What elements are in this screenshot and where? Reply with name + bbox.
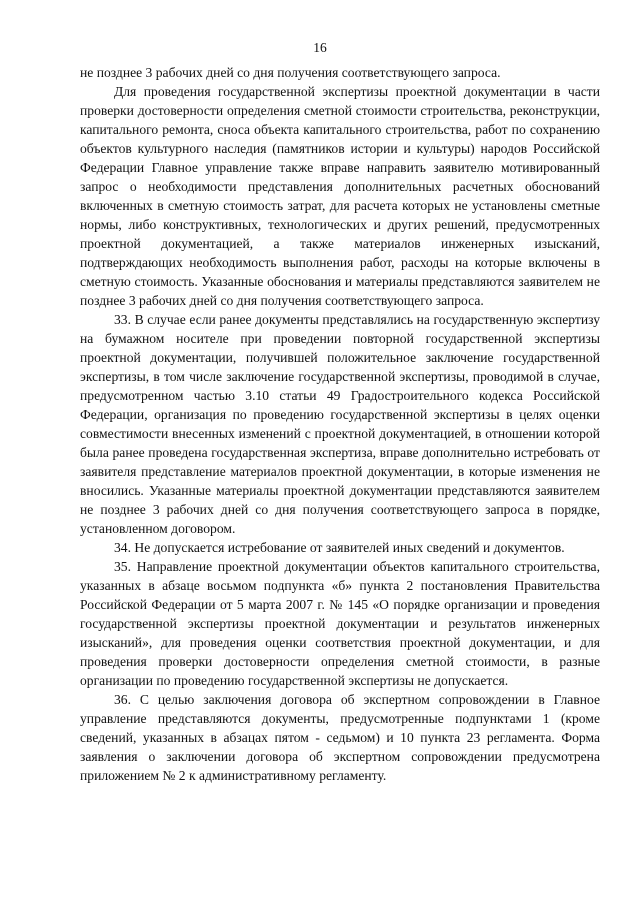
paragraph-item-33: 33. В случае если ранее документы представлялись на государственную экспертизу на бумажном носителе при проведении повторной государственной экспертизы проектной документации, получившей положительное заключение государственной экспертизы, в том числе заключение государственной экспертизы, проводимой в случае, предусмотренном частью 3.10 статьи 49 Градостроительного кодекса Российской Федерации, организация по проведению государственной экспертизы в целях оценки совместимости внесенных изменений с проектной документацией, в отношении которой была ранее проведена государственная экспертиза, вправе дополнительно истребовать от заявителя представление материалов проектной документации, в которые изменения не вносились. Указанные материалы проектной документации представляются заявителем не позднее 3 рабочих дней со дня получения соответствующего запроса в порядке, установленном договором. [80, 312, 600, 536]
paragraph-item-34: 34. Не допускается истребование от заявителей иных сведений и документов. [114, 540, 565, 555]
paragraph-continuation: не позднее 3 рабочих дней со дня получения соответствующего запроса. [80, 65, 501, 80]
document-body [80, 63, 600, 785]
page-number: 16 [313, 40, 327, 55]
paragraph-item-36: 36. С целью заключения договора об экспертном сопровождении в Главное управление представляются документы, предусмотренные подпунктами 1 (кроме сведений, указанных в абзацах пятом - седьмом) и 10 пункта 23 регламента. Форма заявления о заключении договора об экспертном сопровождении предусмотрена приложением № 2 к административному регламенту. [80, 692, 600, 783]
paragraph-item-35: 35. Направление проектной документации объектов капитального строительства, указанных в абзаце восьмом подпункта «б» пункта 2 постановления Правительства Российской Федерации от 5 марта 2007 г. № 145 «О порядке организации и проведения государственной экспертизы проектной документации и результатов инженерных изысканий», для проведения оценки соответствия проектной документации, и для проведения проверки достоверности определения сметной стоимости, в разные организации по проведению государственной экспертизы не допускается. [80, 559, 600, 688]
paragraph-expertise-request: Для проведения государственной экспертизы проектной документации в части проверки достоверности определения сметной стоимости строительства, реконструкции, капитального ремонта, сноса объекта капитального строительства, работ по сохранению объектов культурного наследия (памятников истории и культуры) народов Российской Федерации Главное управление также вправе направить заявителю мотивированный запрос о необходимости представления дополнительных расчетных обоснований включенных в сметную стоимость затрат, для расчета которых не установлены сметные нормы, либо конструктивных, технологических и других решений, предусмотренных проектной документацией, а также материалов инженерных изысканий, подтверждающих необходимость выполнения работ, расходы на которые включены в сметную стоимость. Указанные обоснования и материалы представляются заявителем не позднее 3 рабочих дней со дня получения соответствующего запроса. [80, 84, 600, 308]
